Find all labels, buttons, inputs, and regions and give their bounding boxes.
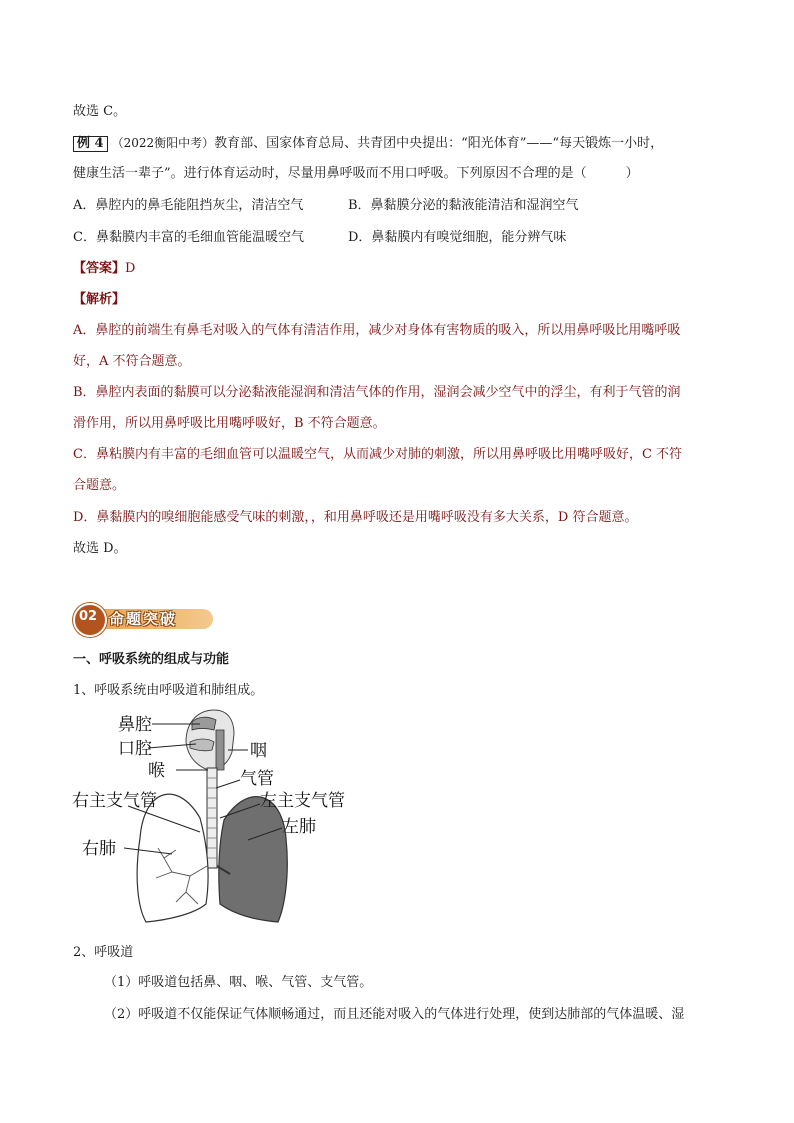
analysis-line: 好，A 不符合题意。 <box>73 354 191 369</box>
analysis-line: D．鼻黏膜内的嗅细胞能感受气味的刺激，，和用鼻呼吸还是用嘴呼吸没有多大关系，D 符合题意。 <box>73 510 638 525</box>
analysis-line: 滑作用，所以用鼻呼吸比用嘴呼吸好，B 不符合题意。 <box>73 416 386 431</box>
label-right-lung: 右肺 <box>82 839 116 859</box>
label-pharynx: 咽 <box>250 741 267 761</box>
analysis-line: B．鼻腔内表面的黏膜可以分泌黏液能湿润和清洁气体的作用，湿润会减少空气中的浮尘，有利于气管的润 <box>73 385 681 400</box>
example-source: （2022衡阳中考） <box>111 136 215 150</box>
section-number: 02 <box>78 609 98 624</box>
analysis-line: 合题意。 <box>73 478 126 493</box>
answer-row <box>73 261 135 277</box>
label-trachea: 气管 <box>240 769 274 789</box>
label-oral-cavity: 口腔 <box>118 739 152 759</box>
label-right-bronchus: 右主支气管 <box>72 791 157 811</box>
example-tag: 例 4 <box>73 136 108 152</box>
analysis-line: C．鼻粘膜内有丰富的毛细血管可以温暖空气，从而减少对肺的刺激，所以用鼻呼吸比用嘴呼吸好，C 不符 <box>73 447 683 462</box>
content-item-1: 1、呼吸系统由呼吸道和肺组成。 <box>73 683 264 698</box>
intro-conclusion: 故选 C。 <box>73 104 127 119</box>
respiratory-system-diagram <box>68 708 368 933</box>
label-left-bronchus: 左主支气管 <box>260 791 345 811</box>
example-question <box>73 135 663 152</box>
label-left-lung: 左肺 <box>282 817 316 837</box>
content-item-2: 2、呼吸道 <box>73 945 134 960</box>
label-larynx: 喉 <box>148 761 165 781</box>
left-lung-shape <box>219 797 287 922</box>
analysis-line: A．鼻腔的前端生有鼻毛对吸入的气体有清洁作用，减少对身体有害物质的吸入，所以用鼻呼吸比用嘴呼吸 <box>73 323 681 338</box>
section-header <box>73 603 213 633</box>
option-b: B．鼻黏膜分泌的黏液能清洁和湿润空气 <box>348 198 579 213</box>
example-conclusion: 故选 D。 <box>73 541 127 556</box>
option-a: A．鼻腔内的鼻毛能阻挡灰尘，清洁空气 <box>73 198 304 213</box>
content-heading: 一、呼吸系统的组成与功能 <box>73 652 230 667</box>
answer-value: D <box>125 261 136 276</box>
question-line-1: 教育部、国家体育总局、共青团中央提出：“阳光体育”——“每天锻炼一小时， <box>214 136 664 151</box>
analysis-label: 【解析】 <box>73 292 126 307</box>
option-c: C．鼻黏膜内丰富的毛细血管能温暖空气 <box>73 230 304 245</box>
content-sub-2: （2）呼吸道不仅能保证气体顺畅通过，而且还能对吸入的气体进行处理，使到达肺部的气体温暖、湿 <box>104 1007 685 1022</box>
option-d: D．鼻黏膜内有嗅觉细胞，能分辨气味 <box>348 230 567 245</box>
section-title: 命题突破 <box>109 610 178 628</box>
question-line-2: 健康生活一辈子”。进行体育运动时，尽量用鼻呼吸而不用口呼吸。下列原因不合理的是（ ） <box>73 166 639 181</box>
oral-cavity-shape <box>190 739 214 751</box>
label-nasal-cavity: 鼻腔 <box>118 715 152 735</box>
pharynx-shape <box>216 730 224 770</box>
content-sub-1: （1）呼吸道包括鼻、咽、喉、气管、支气管。 <box>104 975 373 990</box>
answer-label: 【答案】 <box>73 261 126 276</box>
